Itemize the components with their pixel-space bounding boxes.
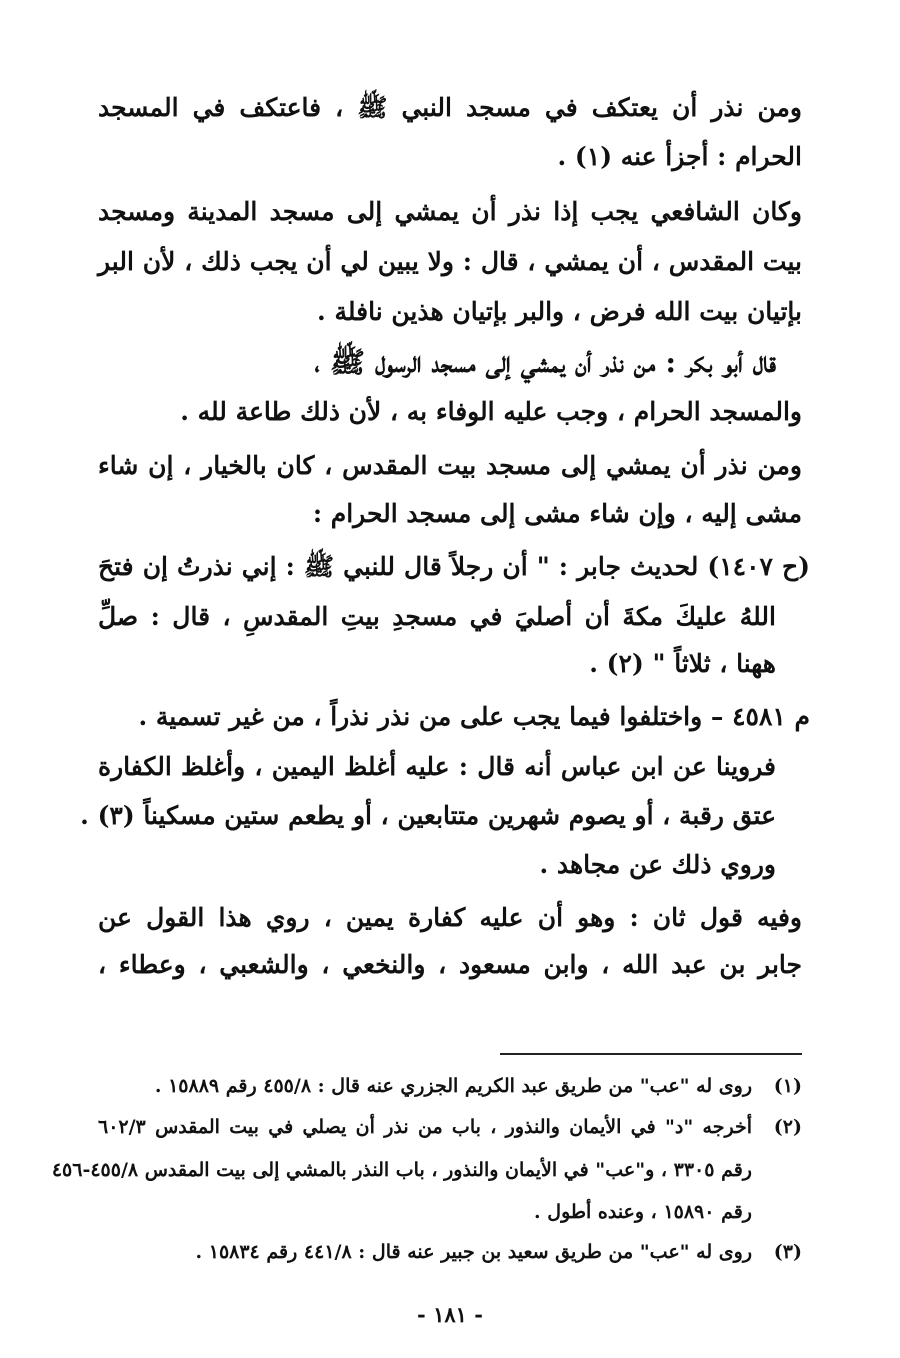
text-line: وكان الشافعي يجب إذا نذر أن يمشي إلى مسجد المدينة ومسجد (98, 197, 802, 226)
text-line: وفيه قول ثان : وهو أن عليه كفارة يمين ، روي هذا القول عن (98, 903, 802, 932)
footnote-text: أخرجه "د" في الأيمان والنذور ، باب من نذر أن يصلي في بيت المقدس ٦٠٢/٣ (98, 1116, 752, 1138)
text-line: قال أبو بكر : من نذر أن يمشي إلى مسجد الرسول ﷺ ، (314, 345, 776, 379)
footnote-separator (500, 1053, 802, 1055)
footnote-text: روى له "عب" من طريق سعيد بن جبير عنه قال : ٤٤١/٨ رقم ١٥٨٣٤ . (195, 1241, 752, 1263)
text-line: بإتيان بيت الله فرض ، والبر بإتيان هذين نافلة . (317, 297, 802, 326)
text-line: مشى إليه ، وإن شاء مشى إلى مسجد الحرام : (312, 499, 802, 528)
hadith-line: (ح ١٤٠٧) لحديث جابر : " أن رجلاً قال للنبي ﷺ : إني نذرتُ إن فتحَ (98, 552, 810, 581)
text-line: فروينا عن ابن عباس أنه قال : عليه أغلظ اليمين ، وأغلظ الكفارة (98, 752, 776, 781)
text-line: بيت المقدس ، أن يمشي ، قال : ولا يبين لي أن يجب ذلك ، لأن البر (98, 247, 802, 276)
hadith-line: اللهُ عليكَ مكةَ أن أصليَ في مسجدِ بيتِ المقدسِ ، قال : صلِّ (98, 602, 776, 631)
text-line: ومن نذر أن يعتكف في مسجد النبي ﷺ ، فاعتكف في المسجد (98, 93, 802, 122)
footnote-text: رقم ١٥٨٩٠ ، وعنده أطول . (534, 1201, 752, 1223)
page-number: - ١٨١ - (417, 1302, 483, 1327)
text-line: جابر بن عبد الله ، وابن مسعود ، والنخعي ، والشعبي ، وعطاء ، (98, 950, 802, 979)
text-line: ومن نذر أن يمشي إلى مسجد بيت المقدس ، كان بالخيار ، إن شاء (98, 451, 802, 480)
footnote-text: روى له "عب" من طريق عبد الكريم الجزري عنه قال : ٤٥٥/٨ رقم ١٥٨٨٩ . (154, 1075, 752, 1097)
text-line: وروي ذلك عن مجاهد . (539, 850, 776, 879)
footnote-number: (١) (773, 1075, 802, 1097)
text-line: عتق رقبة ، أو يصوم شهرين متتابعين ، أو يطعم ستين مسكيناً (٣) . (80, 801, 776, 830)
text-line: الحرام : أجزأ عنه (١) . (557, 142, 802, 171)
issue-line: م ٤٥٨١ – واختلفوا فيما يجب على من نذر نذراً ، من غير تسمية . (138, 702, 810, 731)
footnote-number: (٢) (773, 1116, 802, 1138)
footnote-text: رقم ٣٣٠٥ ، و"عب" في الأيمان والنذور ، باب النذر بالمشي إلى بيت المقدس ٤٥٥/٨-٤٥٦ (51, 1159, 752, 1181)
text-line: والمسجد الحرام ، وجب عليه الوفاء به ، لأن ذلك طاعة لله . (180, 397, 802, 426)
hadith-line: ههنا ، ثلاثاً " (٢) . (589, 649, 776, 678)
footnote-number: (٣) (773, 1241, 802, 1263)
